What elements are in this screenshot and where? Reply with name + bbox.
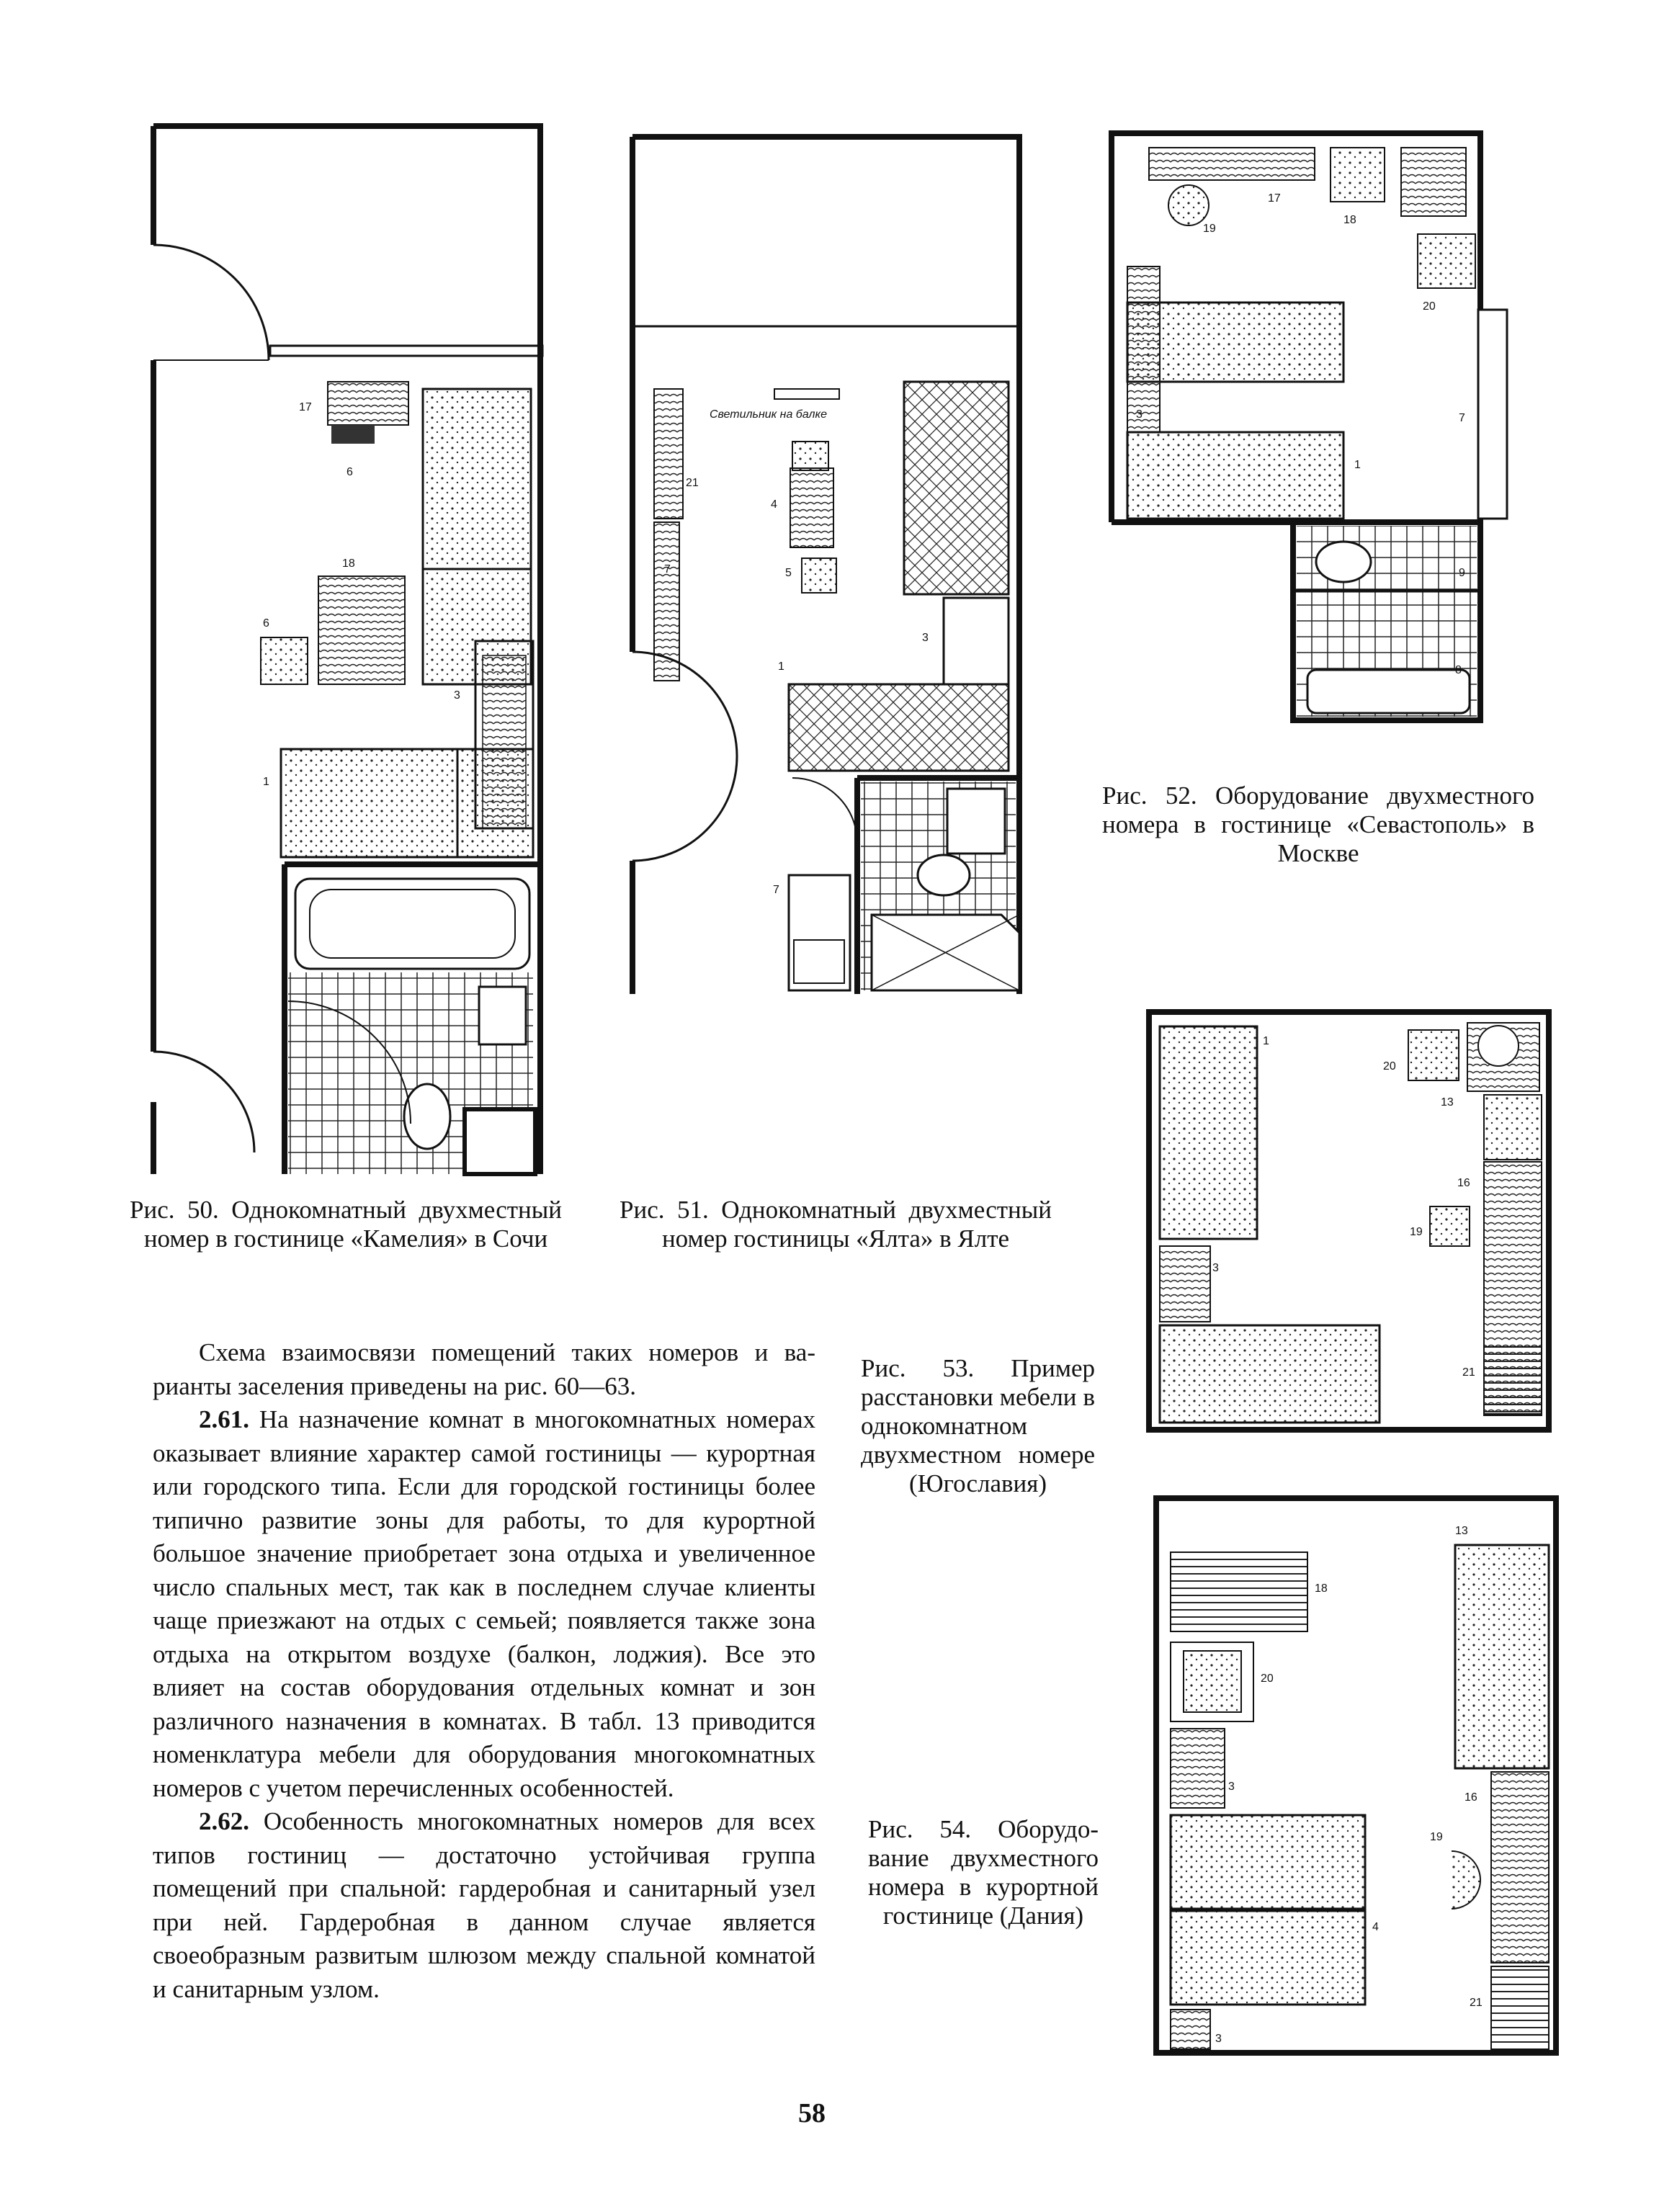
fig52-label-8: 8 [1455, 664, 1462, 676]
fig50-label-18: 18 [342, 558, 355, 570]
fig53-label-16: 16 [1457, 1177, 1470, 1189]
fig50-label-3: 3 [454, 689, 460, 702]
figure-50-plan [148, 122, 551, 1181]
fig53-label-21: 21 [1462, 1366, 1475, 1379]
fig51-label-5: 5 [785, 567, 792, 579]
fig51-label-7: 7 [664, 563, 671, 576]
fig53-label-1: 1 [1263, 1035, 1269, 1047]
fig51-label-21: 21 [686, 477, 699, 489]
fig52-label-19: 19 [1203, 223, 1216, 235]
figure-52-caption: Рис. 52. Оборудование двухместного номера в гостинице «Севастополь» в Москве [1102, 782, 1534, 867]
fig54-label-20: 20 [1261, 1673, 1274, 1685]
fig53-label-13: 13 [1441, 1096, 1454, 1109]
fig54-label-21: 21 [1470, 1997, 1483, 2009]
fig51-label-4: 4 [771, 498, 777, 511]
fig50-label-6b: 6 [263, 617, 269, 630]
fig54-label-13: 13 [1455, 1525, 1468, 1537]
fig54-label-19: 19 [1430, 1831, 1443, 1843]
fig53-label-20: 20 [1383, 1060, 1396, 1073]
paragraph-2 [153, 1403, 815, 1805]
fig51-label-1: 1 [778, 661, 784, 673]
figure-54-caption: Рис. 54. Оборудование двухместного номера в курортной гостинице (Дания) [868, 1815, 1099, 1930]
fig53-label-19: 19 [1410, 1226, 1423, 1238]
page-number: 58 [798, 2098, 826, 2128]
fig50-label-1: 1 [263, 776, 269, 788]
figure-52-plan [1106, 130, 1509, 727]
figure-53-caption: Рис. 53. Пример расстановки мебели в однокомнатном двухместном номере (Югославия) [861, 1354, 1095, 1497]
paragraph-2-text: На назначение комнат в многокомнатных номерах оказывает влияние характер самой гостиницы — курортная или городского типа. Если для городской гостиницы более типично развитие зоны для работы, то для курортной большое значение приобретает зона отдыха и увеличенное число спальных мест, так как в последнем случае клиенты чаще приезжают на отдых с семьей; появляется также зона отдыха на открытом воздухе (балкон, лоджия). Все это влияет на состав оборудования отдельных комнат и зон различного назначения в комнатах. В табл. 13 приводится номенклатура мебели для оборудования многокомнатных номеров с учетом перечисленных особенностей. [153, 1405, 815, 1802]
fig53-label-3: 3 [1212, 1262, 1219, 1274]
fig52-label-3: 3 [1136, 408, 1142, 421]
fig50-label-17: 17 [299, 401, 312, 413]
paragraph-3-text: Особенность многокомнатных номеров для всех типов гостиниц — достаточно устойчивая группа помещений при спальной: гардеробная и санитарный узел при ней. Гардеробная в данном случае является своеобразным развитым шлюзом между спальной комнатой и санитарным узлом. [153, 1807, 815, 2003]
fig51-lamp-note: Светильник на балке [710, 408, 827, 421]
fig50-label-6: 6 [346, 466, 353, 478]
body-text [153, 1336, 815, 2006]
fig54-label-3b: 3 [1215, 2033, 1222, 2045]
fig54-label-16: 16 [1465, 1791, 1477, 1804]
fig52-label-1: 1 [1354, 459, 1361, 471]
section-number-2-62: 2.62. [199, 1807, 249, 1835]
fig52-label-7: 7 [1459, 412, 1465, 424]
fig52-label-17: 17 [1268, 192, 1281, 205]
section-number-2-61: 2.61. [199, 1405, 249, 1433]
fig51-label-3: 3 [922, 632, 929, 644]
paragraph-3 [153, 1805, 815, 2006]
fig54-label-3: 3 [1228, 1781, 1235, 1793]
fig52-label-20: 20 [1423, 300, 1436, 313]
figure-54-plan [1149, 1491, 1567, 2060]
figure-51-plan [627, 133, 1030, 1005]
figure-51-caption: Рис. 51. Однокомнатный двухместный номер гостиницы «Ялта» в Ялте [620, 1196, 1052, 1253]
paragraph-1: Схема взаимосвязи помещений таких номеров и варианты заселения приведены на рис. 60—63. [153, 1338, 815, 1400]
figure-53-plan [1142, 1005, 1560, 1437]
fig52-label-18: 18 [1343, 214, 1356, 226]
fig54-label-4: 4 [1372, 1921, 1379, 1933]
fig51-label-7b: 7 [773, 884, 779, 896]
fig52-label-9: 9 [1459, 567, 1465, 579]
figure-50-caption: Рис. 50. Однокомнатный двухместный номер в гостинице «Камелия» в Сочи [130, 1196, 562, 1253]
fig54-label-18: 18 [1315, 1582, 1328, 1595]
